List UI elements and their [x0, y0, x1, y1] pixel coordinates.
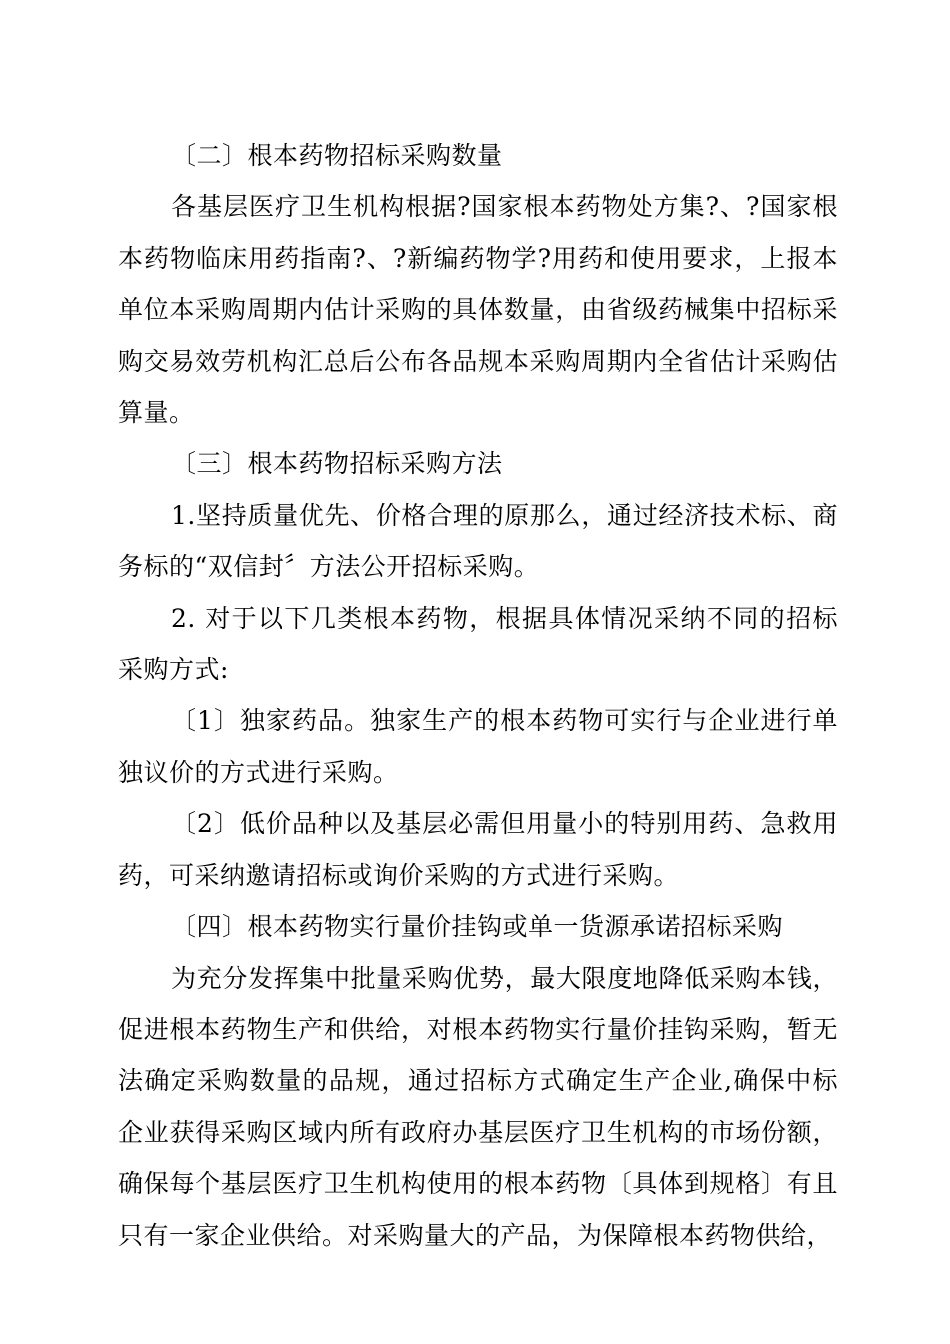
paragraph-quantity: 各基层医疗卫生机构根据?国家根本药物处方集?、?国家根本药物临床用药指南?、?新编药物学?用药和使用要求，上报本单位本采购周期内估计采购的具体数量，由省级药械集中招标采购交易效劳机构汇总后公布各品规本采购周期内全省估计采购估算量。 [118, 192, 838, 428]
paragraph-exclusive-drugs: 〔1〕独家药品。独家生产的根本药物可实行与企业进行单独议价的方式进行采购。 [118, 706, 838, 787]
paragraph-method-1: 1.坚持质量优先、价格合理的原那么，通过经济技术标、商务标的“双信封〞方法公开招标采购。 [118, 500, 838, 582]
section-heading-4: 〔四〕根本药物实行量价挂钩或单一货源承诺招标采购 [171, 912, 784, 942]
paragraph-volume-price: 为充分发挥集中批量采购优势，最大限度地降低采购本钱，促进根本药物生产和供给，对根本药物实行量价挂钩采购，暂无法确定采购数量的品规，通过招标方式确定生产企业,确保中标企业获得采购区域内所有政府办基层医疗卫生机构的市场份额，确保每个基层医疗卫生机构使用的根本药物〔具体到规格〕有且只有一家企业供给。对采购量大的产品，为保障根本药物供给， [118, 963, 838, 1250]
section-heading-3: 〔三〕根本药物招标采购方法 [171, 449, 503, 479]
paragraph-method-2: 2. 对于以下几类根本药物，根据具体情况采纳不同的招标采购方式: [118, 603, 838, 685]
section-heading-2: 〔二〕根本药物招标采购数量 [171, 141, 503, 170]
paragraph-low-price-drugs: 〔2〕低价品种以及基层必需但用量小的特别用药、急救用药，可采纳邀请招标或询价采购的方式进行采购。 [118, 809, 838, 890]
document-body [118, 130, 838, 1261]
